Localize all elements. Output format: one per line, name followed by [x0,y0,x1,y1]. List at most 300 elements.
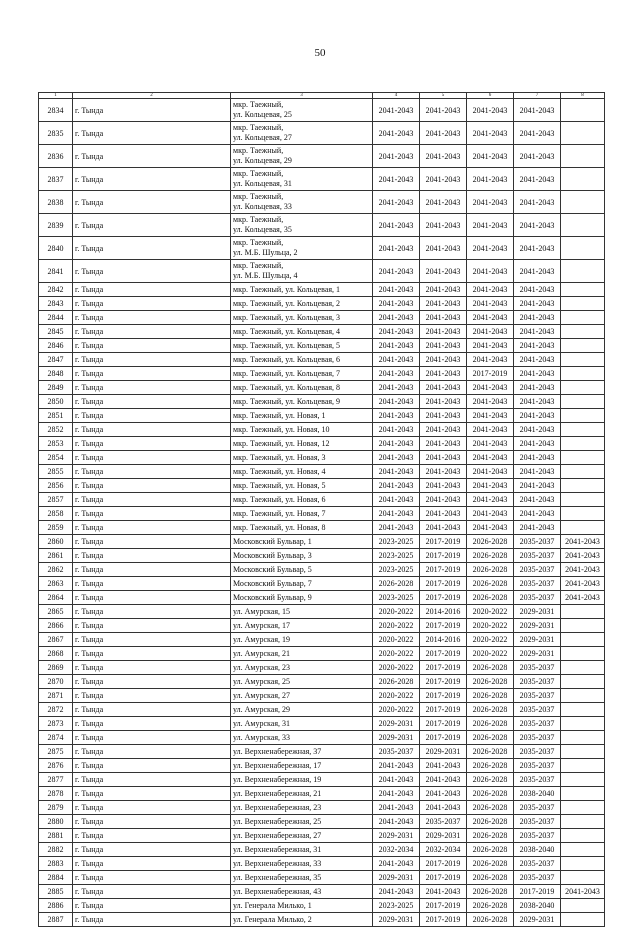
row-number: 2851 [39,409,73,423]
repair-period-col-7: 2035-2037 [514,717,561,731]
address-cell [231,857,373,871]
settlement-name: г. Тында [73,122,231,145]
repair-period-col-5: 2017-2019 [420,703,467,717]
repair-period-col-4: 2041-2043 [373,423,420,437]
repair-period-col-8 [561,297,605,311]
repair-period-col-4: 2041-2043 [373,815,420,829]
repair-period-col-7: 2041-2043 [514,507,561,521]
address-line: мкр. Таежный, ул. Кольцевая, 8 [233,383,341,392]
repair-period-col-6: 2020-2022 [467,647,514,661]
table-row [39,353,605,367]
address-cell [231,871,373,885]
repair-period-col-5: 2041-2043 [420,339,467,353]
table-row [39,451,605,465]
settlement-name: г. Тында [73,899,231,913]
repair-period-col-6: 2026-2028 [467,899,514,913]
row-number: 2877 [39,773,73,787]
address-line: ул. Верхненабережная, 17 [233,761,322,770]
repair-period-col-5: 2041-2043 [420,237,467,260]
repair-period-col-4: 2041-2043 [373,214,420,237]
address-cell [231,885,373,899]
repair-period-col-5: 2017-2019 [420,675,467,689]
address-line: мкр. Таежный, ул. Новая, 10 [233,425,330,434]
repair-period-col-8 [561,619,605,633]
table-row [39,717,605,731]
repair-period-col-6: 2041-2043 [467,507,514,521]
address-cell [231,689,373,703]
address-line: мкр. Таежный, ул. Кольцевая, 5 [233,341,341,350]
address-cell [231,619,373,633]
repair-period-col-6: 2026-2028 [467,577,514,591]
repair-period-col-6: 2026-2028 [467,731,514,745]
repair-period-col-4: 2029-2031 [373,829,420,843]
row-number: 2839 [39,214,73,237]
row-number: 2848 [39,367,73,381]
repair-period-col-7: 2041-2043 [514,191,561,214]
repair-period-col-7: 2038-2040 [514,843,561,857]
row-number: 2850 [39,395,73,409]
repair-period-col-4: 2041-2043 [373,297,420,311]
repair-period-col-7: 2041-2043 [514,437,561,451]
repair-period-col-6: 2041-2043 [467,145,514,168]
address-line: мкр. Таежный, [233,123,284,132]
repair-period-col-5: 2041-2043 [420,423,467,437]
address-line: ул. Амурская, 17 [233,621,291,630]
repair-period-col-6: 2041-2043 [467,283,514,297]
table-row [39,843,605,857]
repair-period-col-7: 2035-2037 [514,689,561,703]
settlement-name: г. Тында [73,325,231,339]
repair-period-col-8 [561,122,605,145]
address-line: ул. Верхненабережная, 35 [233,873,322,882]
repair-period-col-8 [561,675,605,689]
row-number: 2857 [39,493,73,507]
address-cell [231,549,373,563]
settlement-name: г. Тында [73,507,231,521]
repair-period-col-4: 2041-2043 [373,857,420,871]
repair-period-col-7: 2041-2043 [514,260,561,283]
repair-period-col-8 [561,353,605,367]
table-row [39,885,605,899]
repair-period-col-8 [561,283,605,297]
repair-period-col-8 [561,367,605,381]
row-number: 2859 [39,521,73,535]
table-row [39,745,605,759]
address-line: мкр. Таежный, ул. Кольцевая, 1 [233,285,341,294]
row-number: 2864 [39,591,73,605]
repair-period-col-6: 2020-2022 [467,619,514,633]
repair-period-col-7: 2035-2037 [514,871,561,885]
repair-period-col-5: 2017-2019 [420,577,467,591]
address-cell [231,773,373,787]
repair-period-col-5: 2041-2043 [420,787,467,801]
repair-period-col-5: 2041-2043 [420,493,467,507]
repair-period-col-4: 2041-2043 [373,451,420,465]
address-line: ул. Кольцевая, 27 [233,133,292,142]
settlement-name: г. Тында [73,843,231,857]
address-cell [231,815,373,829]
table-row [39,168,605,191]
page-number: 50 [314,47,326,59]
repair-period-col-5: 2017-2019 [420,857,467,871]
repair-period-col-4: 2020-2022 [373,619,420,633]
table-row [39,913,605,927]
row-number: 2834 [39,99,73,122]
repair-period-col-7: 2041-2043 [514,493,561,507]
address-line: мкр. Таежный, ул. Новая, 4 [233,467,326,476]
repair-period-col-6: 2026-2028 [467,689,514,703]
table-row [39,297,605,311]
table-row [39,409,605,423]
settlement-name: г. Тында [73,773,231,787]
address-cell [231,353,373,367]
repair-period-col-7: 2041-2043 [514,214,561,237]
row-number: 2863 [39,577,73,591]
table-row [39,773,605,787]
address-line: мкр. Таежный, [233,169,284,178]
address-cell [231,899,373,913]
address-cell [231,339,373,353]
address-cell [231,787,373,801]
address-line: Московский Бульвар, 1 [233,537,312,546]
repair-period-col-8 [561,479,605,493]
repair-period-col-6: 2026-2028 [467,913,514,927]
repair-period-col-5: 2041-2043 [420,168,467,191]
address-line: ул. Амурская, 31 [233,719,291,728]
repair-period-col-4: 2041-2043 [373,493,420,507]
row-number: 2849 [39,381,73,395]
address-cell [231,297,373,311]
settlement-name: г. Тында [73,787,231,801]
row-number: 2841 [39,260,73,283]
settlement-name: г. Тында [73,409,231,423]
address-line: мкр. Таежный, ул. Новая, 8 [233,523,326,532]
address-line: ул. Кольцевая, 29 [233,156,292,165]
repair-period-col-4: 2020-2022 [373,661,420,675]
row-number: 2870 [39,675,73,689]
repair-period-col-7: 2029-2031 [514,605,561,619]
repair-period-col-5: 2029-2031 [420,829,467,843]
repair-period-col-6: 2026-2028 [467,829,514,843]
repair-period-col-4: 2029-2031 [373,913,420,927]
repair-period-col-8 [561,633,605,647]
repair-period-col-8 [561,745,605,759]
table-row [39,237,605,260]
repair-period-col-8 [561,689,605,703]
repair-period-col-5: 2041-2043 [420,479,467,493]
address-line: ул. Верхненабережная, 23 [233,803,322,812]
repair-period-col-6: 2026-2028 [467,885,514,899]
row-number: 2858 [39,507,73,521]
table-row [39,283,605,297]
row-number: 2883 [39,857,73,871]
address-line: мкр. Таежный, [233,192,284,201]
repair-period-col-5: 2041-2043 [420,381,467,395]
repair-period-col-7: 2041-2043 [514,283,561,297]
address-line: Московский Бульвар, 3 [233,551,312,560]
address-line: Московский Бульвар, 7 [233,579,312,588]
repair-period-col-7: 2035-2037 [514,703,561,717]
repair-period-col-8 [561,759,605,773]
table-row [39,493,605,507]
repair-period-col-5: 2017-2019 [420,619,467,633]
address-line: ул. Верхненабережная, 21 [233,789,322,798]
repair-period-col-5: 2017-2019 [420,647,467,661]
repair-period-col-4: 2020-2022 [373,605,420,619]
table-row [39,857,605,871]
address-line: мкр. Таежный, ул. Кольцевая, 7 [233,369,341,378]
row-number: 2874 [39,731,73,745]
repair-period-col-5: 2017-2019 [420,535,467,549]
address-line: мкр. Таежный, ул. Кольцевая, 3 [233,313,341,322]
repair-period-col-8 [561,260,605,283]
repair-period-col-5: 2041-2043 [420,885,467,899]
address-cell [231,191,373,214]
repair-period-col-5: 2041-2043 [420,99,467,122]
row-number: 2882 [39,843,73,857]
repair-period-col-8 [561,871,605,885]
settlement-name: г. Тында [73,311,231,325]
repair-period-col-8 [561,395,605,409]
repair-period-col-7: 2041-2043 [514,521,561,535]
repair-period-col-5: 2041-2043 [420,367,467,381]
repair-period-col-6: 2041-2043 [467,99,514,122]
row-number: 2875 [39,745,73,759]
address-line: мкр. Таежный, [233,215,284,224]
repair-period-col-7: 2035-2037 [514,577,561,591]
repair-period-col-4: 2041-2043 [373,325,420,339]
repair-period-col-4: 2041-2043 [373,145,420,168]
repair-period-col-4: 2041-2043 [373,122,420,145]
table-row [39,325,605,339]
settlement-name: г. Тында [73,521,231,535]
repair-period-col-5: 2041-2043 [420,465,467,479]
repair-period-col-6: 2041-2043 [467,191,514,214]
address-cell [231,122,373,145]
column-number: 1 [39,93,73,99]
row-number: 2837 [39,168,73,191]
address-cell [231,633,373,647]
repair-period-col-4: 2041-2043 [373,787,420,801]
settlement-name: г. Тында [73,619,231,633]
repair-period-col-4: 2041-2043 [373,507,420,521]
table-row [39,703,605,717]
address-line: мкр. Таежный, ул. Новая, 6 [233,495,326,504]
address-cell [231,521,373,535]
row-number: 2861 [39,549,73,563]
repair-period-col-8 [561,605,605,619]
repair-period-col-6: 2041-2043 [467,168,514,191]
repair-period-col-4: 2026-2028 [373,675,420,689]
repair-period-col-8 [561,465,605,479]
address-line: Московский Бульвар, 9 [233,593,312,602]
row-number: 2842 [39,283,73,297]
repair-period-col-7: 2041-2043 [514,145,561,168]
address-cell [231,647,373,661]
repair-period-col-8 [561,493,605,507]
settlement-name: г. Тында [73,857,231,871]
repair-period-col-4: 2029-2031 [373,731,420,745]
repair-period-col-4: 2041-2043 [373,191,420,214]
address-line: мкр. Таежный, ул. Новая, 12 [233,439,330,448]
repair-period-col-6: 2026-2028 [467,815,514,829]
column-number: 6 [467,93,514,99]
table-row [39,759,605,773]
repair-period-col-4: 2041-2043 [373,99,420,122]
address-line: ул. Амурская, 29 [233,705,291,714]
repair-period-col-4: 2041-2043 [373,367,420,381]
repair-period-col-4: 2023-2025 [373,549,420,563]
repair-period-col-6: 2041-2043 [467,521,514,535]
repair-period-col-7: 2041-2043 [514,395,561,409]
repair-period-col-4: 2041-2043 [373,885,420,899]
repair-period-col-5: 2017-2019 [420,661,467,675]
address-cell [231,99,373,122]
repair-period-col-7: 2029-2031 [514,913,561,927]
repair-period-col-5: 2041-2043 [420,297,467,311]
address-line: ул. Амурская, 15 [233,607,291,616]
repair-period-col-8 [561,731,605,745]
table-row [39,577,605,591]
repair-period-col-8 [561,168,605,191]
repair-period-col-7: 2041-2043 [514,325,561,339]
address-cell [231,661,373,675]
repair-period-col-7: 2041-2043 [514,367,561,381]
address-cell [231,717,373,731]
address-cell [231,731,373,745]
settlement-name: г. Тында [73,717,231,731]
address-line: ул. Амурская, 19 [233,635,291,644]
row-number: 2885 [39,885,73,899]
address-line: ул. Верхненабережная, 19 [233,775,322,784]
table-row [39,381,605,395]
repair-period-col-6: 2041-2043 [467,353,514,367]
address-cell [231,703,373,717]
address-cell [231,325,373,339]
repair-period-col-7: 2041-2043 [514,122,561,145]
address-cell [231,367,373,381]
repair-period-col-4: 2041-2043 [373,759,420,773]
table-row [39,605,605,619]
table-row [39,423,605,437]
repair-period-col-5: 2041-2043 [420,507,467,521]
repair-period-col-8 [561,703,605,717]
repair-period-col-6: 2041-2043 [467,465,514,479]
repair-period-col-8 [561,451,605,465]
address-cell [231,577,373,591]
repair-period-col-8 [561,381,605,395]
repair-period-col-5: 2032-2034 [420,843,467,857]
repair-period-col-5: 2041-2043 [420,451,467,465]
row-number: 2852 [39,423,73,437]
repair-period-col-5: 2029-2031 [420,745,467,759]
row-number: 2873 [39,717,73,731]
repair-period-col-7: 2038-2040 [514,787,561,801]
address-cell [231,168,373,191]
repair-period-col-5: 2017-2019 [420,899,467,913]
table-row [39,214,605,237]
repair-period-col-4: 2041-2043 [373,437,420,451]
settlement-name: г. Тында [73,283,231,297]
repair-period-col-6: 2041-2043 [467,451,514,465]
address-cell [231,843,373,857]
repair-period-col-4: 2041-2043 [373,521,420,535]
settlement-name: г. Тында [73,633,231,647]
settlement-name: г. Тында [73,451,231,465]
table-row [39,647,605,661]
repair-period-col-4: 2020-2022 [373,703,420,717]
repair-period-col-4: 2020-2022 [373,689,420,703]
table-row [39,535,605,549]
repair-period-col-4: 2023-2025 [373,899,420,913]
repair-period-col-6: 2026-2028 [467,787,514,801]
column-number: 5 [420,93,467,99]
repair-period-col-6: 2041-2043 [467,339,514,353]
settlement-name: г. Тында [73,577,231,591]
repair-period-col-6: 2041-2043 [467,479,514,493]
repair-period-col-5: 2017-2019 [420,871,467,885]
settlement-name: г. Тында [73,465,231,479]
repair-period-col-4: 2041-2043 [373,479,420,493]
repair-period-col-7: 2041-2043 [514,99,561,122]
settlement-name: г. Тында [73,745,231,759]
repair-period-col-6: 2026-2028 [467,661,514,675]
settlement-name: г. Тында [73,423,231,437]
repair-period-col-6: 2026-2028 [467,675,514,689]
repair-period-col-4: 2041-2043 [373,801,420,815]
repair-period-col-8 [561,857,605,871]
row-number: 2846 [39,339,73,353]
address-line: ул. Верхненабережная, 33 [233,859,322,868]
column-number: 3 [231,93,373,99]
repair-period-col-7: 2017-2019 [514,885,561,899]
address-cell [231,423,373,437]
repair-period-col-7: 2041-2043 [514,168,561,191]
column-number: 7 [514,93,561,99]
repair-period-col-5: 2041-2043 [420,260,467,283]
address-line: мкр. Таежный, ул. Кольцевая, 6 [233,355,341,364]
address-cell [231,214,373,237]
table-row [39,437,605,451]
repair-period-col-7: 2041-2043 [514,409,561,423]
repair-period-col-8: 2041-2043 [561,563,605,577]
repair-period-col-4: 2041-2043 [373,237,420,260]
table-row [39,787,605,801]
address-cell [231,759,373,773]
repair-period-col-4: 2041-2043 [373,311,420,325]
repair-period-col-8: 2041-2043 [561,577,605,591]
address-cell [231,745,373,759]
repair-period-col-6: 2026-2028 [467,591,514,605]
settlement-name: г. Тында [73,647,231,661]
row-number: 2872 [39,703,73,717]
table-row [39,801,605,815]
row-number: 2835 [39,122,73,145]
address-cell [231,493,373,507]
repair-period-col-8: 2041-2043 [561,885,605,899]
repair-period-col-7: 2041-2043 [514,423,561,437]
address-cell [231,237,373,260]
address-cell [231,507,373,521]
repair-period-col-8 [561,145,605,168]
settlement-name: г. Тында [73,381,231,395]
settlement-name: г. Тында [73,168,231,191]
row-number: 2879 [39,801,73,815]
repair-period-col-4: 2026-2028 [373,577,420,591]
repair-period-col-7: 2035-2037 [514,661,561,675]
address-line: мкр. Таежный, ул. Новая, 1 [233,411,326,420]
repair-period-col-5: 2041-2043 [420,283,467,297]
